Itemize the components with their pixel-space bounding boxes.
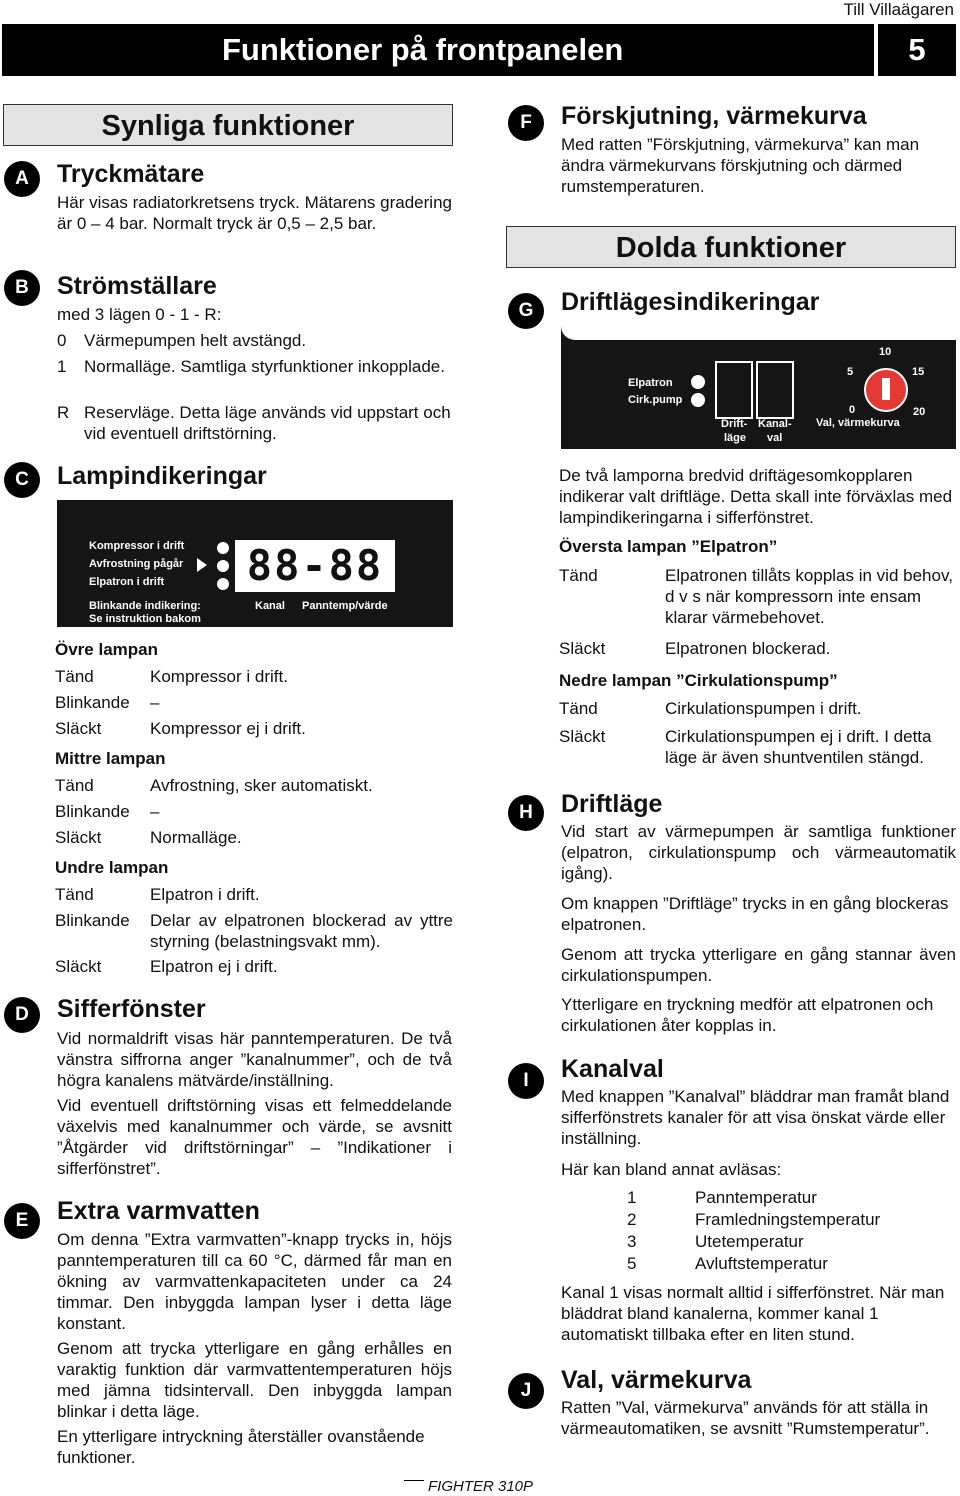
text-driftlagesindikeringar: De två lamporna bredvid driftägesomkopplaren indikerar valt driftläge. Detta skall inte förväxlas med lampindikeringarna i sifferfönstret. xyxy=(559,466,953,527)
marker-j: J xyxy=(508,1373,544,1409)
arrow-icon xyxy=(197,558,207,572)
lamp-state: Blinkande xyxy=(55,693,130,712)
page-header xyxy=(2,24,874,76)
lamp-state: Blinkande xyxy=(55,911,130,930)
scale-10: 10 xyxy=(879,346,892,358)
panel-label-lage: läge xyxy=(724,432,747,444)
heading-lampindikeringar: Lampindikeringar xyxy=(57,462,267,490)
marker-g: G xyxy=(508,293,544,329)
text-kanalval-1: Med knappen ”Kanalval” bläddrar man framåt bland sifferfönstrets kanaler för att visa önskat värde eller inställning. xyxy=(561,1087,950,1148)
varmekurva-knob[interactable] xyxy=(864,368,908,412)
switch-key: R xyxy=(57,403,70,422)
section-box-title: Synliga funktioner xyxy=(101,110,355,142)
lamp-middle xyxy=(217,560,229,572)
panel-label-blink: Blinkande indikering: xyxy=(89,600,201,612)
lamp-state: Tänd xyxy=(559,699,598,718)
panel-label-val: val xyxy=(767,432,783,444)
marker-e: E xyxy=(4,1203,40,1239)
marker-d: D xyxy=(4,997,40,1033)
top-note: Till Villaägaren xyxy=(843,0,954,19)
label-nedre-lampan: Nedre lampan ”Cirkulationspump” xyxy=(559,671,838,690)
channel-name: Framledningstemperatur xyxy=(695,1210,881,1229)
panel-label-cirkpump: Cirk.pump xyxy=(628,394,683,406)
lamp-meaning: – xyxy=(150,802,160,821)
text-extra-varmvatten-3: En ytterligare intryckning återställer ovanstående funktioner. xyxy=(57,1427,425,1467)
lamp-state: Tänd xyxy=(55,776,94,795)
lamp-state: Släckt xyxy=(55,719,102,738)
channel-name: Utetemperatur xyxy=(695,1232,804,1251)
text-tryckmatare: Här visas radiatorkretsens tryck. Mätarens gradering är 0 – 4 bar. Normalt tryck är 0,5 – 2,5 bar. xyxy=(57,193,452,233)
switch-key: 0 xyxy=(57,331,67,350)
heading-sifferfonster: Sifferfönster xyxy=(57,995,206,1023)
panel-label-kanal: Kanal xyxy=(255,600,285,612)
panel-label-instruktion: Se instruktion bakom xyxy=(89,613,201,625)
section-box-visible xyxy=(3,104,453,146)
text-stromstallare-intro: med 3 lägen 0 - 1 - R: xyxy=(57,305,222,324)
heading-forskjutning: Förskjutning, värmekurva xyxy=(561,102,867,130)
heading-kanalval: Kanalval xyxy=(561,1055,664,1083)
heading-stromstallare: Strömställare xyxy=(57,272,217,300)
switch-value: Värmepumpen helt avstängd. xyxy=(84,331,307,350)
section-box-hidden xyxy=(506,226,956,268)
panel-label-kanal: Kanal- xyxy=(758,418,792,430)
text-kanalval-2: Här kan bland annat avläsas: xyxy=(561,1160,782,1179)
panel-label-avfrostning: Avfrostning pågår xyxy=(89,558,184,570)
switch-value: Normalläge. Samtliga styrfunktioner inkopplade. xyxy=(84,357,445,376)
lamp-cirkpump xyxy=(691,393,705,407)
marker-b: B xyxy=(4,270,40,306)
text-forskjutning: Med ratten ”Förskjutning, värmekurva” kan man ändra värmekurvans förskjutning och därmed rumstemperaturen. xyxy=(561,135,920,196)
text-sifferfonster-1: Vid normaldrift visas här panntemperaturen. De två vänstra siffrorna anger ”kanalnummer”, och de två högra kanalens mätvärde/inställning. xyxy=(57,1029,452,1090)
channel-number: 3 xyxy=(627,1232,637,1251)
page-title: Funktioner på frontpanelen xyxy=(222,32,624,67)
heading-extra-varmvatten: Extra varmvatten xyxy=(57,1197,260,1225)
lamp-state: Tänd xyxy=(55,885,94,904)
channel-name: Panntemperatur xyxy=(695,1188,817,1207)
text-driftlage-2: Om knappen ”Driftläge” trycks in en gång blockeras elpatronen. xyxy=(561,894,949,934)
heading-val-varmekurva: Val, värmekurva xyxy=(561,1366,752,1394)
text-sifferfonster-2: Vid eventuell driftstörning visas ett felmeddelande växelvis med kanalnummer och värde, se avsnitt ”Åtgärder vid driftstörningar” – ”Indikationer i sifferfönstret”. xyxy=(57,1096,452,1178)
footer-rule xyxy=(404,1480,424,1481)
panel-label-kompressor: Kompressor i drift xyxy=(89,540,185,552)
text-driftlage-4: Ytterligare en tryckning medför att elpatronen och cirkulationen åter kopplas in. xyxy=(561,995,934,1035)
text-extra-varmvatten-2: Genom att trycka ytterligare en gång erhålles en varaktig funktion där varmvattentemperaturen höjs med jämna tidsintervall. Den inbyggda lampan blinkar i detta läge. xyxy=(57,1339,452,1421)
label-undre-lampan: Undre lampan xyxy=(55,858,169,877)
lamp-meaning: Elpatronen blockerad. xyxy=(665,639,831,658)
marker-a: A xyxy=(4,161,40,197)
lamp-meaning: – xyxy=(150,693,160,712)
text-extra-varmvatten-1: Om denna ”Extra varmvatten”-knapp trycks in, höjs panntemperaturen till ca 60 °C, därmed får man en ökning av varmvattenkapaciteten under ca 24 timmar. Den inbyggda lampan lyser i detta läge konstant. xyxy=(57,1230,452,1333)
panel-label-drift: Drift- xyxy=(721,418,748,430)
marker-c: C xyxy=(4,462,40,498)
text-val-varmekurva: Ratten ”Val, värmekurva” används för att ställa in värmeautomatiken, se avsnitt ”Rumstemperatur”. xyxy=(561,1398,930,1438)
label-oversta-lampan: Översta lampan ”Elpatron” xyxy=(559,537,778,556)
label-mittre-lampan: Mittre lampan xyxy=(55,749,166,768)
section-box-title: Dolda funktioner xyxy=(615,232,847,264)
lamp-lower xyxy=(217,578,229,590)
label-ovre-lampan: Övre lampan xyxy=(55,640,158,659)
text-kanalval-3: Kanal 1 visas normalt alltid i sifferfönstret. När man bläddrat bland kanalerna, kommer kanal 1 automatiskt tillbaka efter en liten stund. xyxy=(561,1283,945,1344)
marker-h: H xyxy=(508,795,544,831)
scale-5: 5 xyxy=(847,366,854,378)
panel-label-elpatron: Elpatron xyxy=(628,377,673,389)
channel-number: 5 xyxy=(627,1254,637,1273)
segment-display: 88-88 xyxy=(235,540,395,592)
lamp-state: Tänd xyxy=(55,667,94,686)
lamp-meaning: Elpatronen tillåts kopplas in vid behov, d v s när kompressorn inte ensam klarar värmebehovet. xyxy=(665,566,953,627)
text-driftlage-1: Vid start av värmepumpen är samtliga funktioner (elpatron, cirkulationspump och värmeautomatik igång). xyxy=(561,822,956,883)
text-driftlage-3: Genom att trycka ytterligare en gång stannar även cirkulationspumpen. xyxy=(561,945,956,985)
lamp-meaning: Elpatron i drift. xyxy=(150,885,260,904)
lamp-meaning: Cirkulationspumpen i drift. xyxy=(665,699,862,718)
switch-key: 1 xyxy=(57,357,67,376)
lamp-meaning: Kompressor ej i drift. xyxy=(150,719,306,738)
footer-model: FIGHTER 310P xyxy=(428,1478,534,1495)
marker-i: I xyxy=(508,1063,544,1099)
channel-number: 2 xyxy=(627,1210,637,1229)
lamp-state: Släckt xyxy=(559,639,606,658)
kanalval-button[interactable] xyxy=(756,361,794,419)
lamp-meaning: Normalläge. xyxy=(150,828,242,847)
lamp-meaning: Avfrostning, sker automatiskt. xyxy=(150,776,373,795)
channel-name: Avluftstemperatur xyxy=(695,1254,828,1273)
channel-number: 1 xyxy=(627,1188,637,1207)
lamp-meaning: Elpatron ej i drift. xyxy=(150,957,278,976)
lamp-upper xyxy=(217,542,229,554)
heading-driftlagesindikeringar: Driftlägesindikeringar xyxy=(561,288,820,316)
switch-value: Reservläge. Detta läge används vid uppstart och vid eventuell driftstörning. xyxy=(84,403,451,443)
lamp-state: Blinkande xyxy=(55,802,130,821)
scale-0: 0 xyxy=(849,404,856,416)
knob-indicator-icon xyxy=(882,378,890,400)
lamp-state: Tänd xyxy=(559,566,598,585)
lamp-panel xyxy=(57,500,453,627)
driftlage-button[interactable] xyxy=(715,361,753,419)
mode-panel xyxy=(561,326,956,449)
lamp-state: Släckt xyxy=(55,828,102,847)
panel-label-panntemp: Panntemp/värde xyxy=(302,600,388,612)
lamp-elpatron xyxy=(691,375,705,389)
marker-f: F xyxy=(508,105,544,141)
heading-driftlage: Driftläge xyxy=(561,790,663,818)
lamp-state: Släckt xyxy=(559,727,606,746)
lamp-meaning: Kompressor i drift. xyxy=(150,667,288,686)
lamp-meaning: Cirkulationspumpen ej i drift. I detta läge är även shuntventilen stängd. xyxy=(665,727,932,767)
lamp-state: Släckt xyxy=(55,957,102,976)
heading-tryckmatare: Tryckmätare xyxy=(57,160,205,188)
panel-label-elpatron: Elpatron i drift xyxy=(89,576,165,588)
knob-label: Val, värmekurva xyxy=(816,417,900,429)
scale-20: 20 xyxy=(913,406,926,418)
page-number: 5 xyxy=(878,24,956,76)
scale-15: 15 xyxy=(912,366,925,378)
lamp-meaning: Delar av elpatronen blockerad av yttre styrning (belastningsvakt mm). xyxy=(150,911,453,951)
panel-bevel xyxy=(561,326,956,340)
